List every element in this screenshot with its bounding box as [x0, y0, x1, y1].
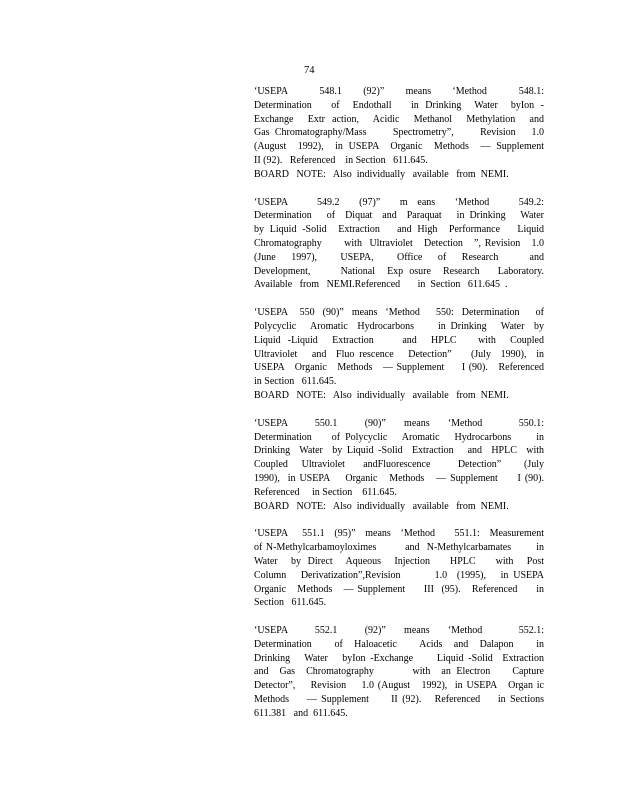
text-line: Referenced in Section 611.645. [254, 486, 397, 498]
definition-entry-usepa-549-2 [254, 196, 544, 293]
text-line: Available from NEMI.Referenced in Section 611.645 . [254, 279, 508, 291]
board-note-line: BOARD NOTE: Also individually available from NEMI. [254, 389, 509, 401]
text-line: USEPA Organic Methods — Supplement I (90). Referenced [254, 362, 544, 374]
text-line: Column Derivatization”,Revision 1.0 (1995), in USEPA [254, 569, 544, 581]
definition-entry-usepa-548-1 [254, 85, 544, 182]
text-line: II (92). Referenced in Section 611.645. [254, 154, 428, 166]
text-line: ‘USEPA 549.2 (97)” m eans ‘Method 549.2: [254, 196, 544, 208]
text-line: Detector”, Revision 1.0 (August 1992), in USEPA Organ ic [254, 680, 544, 692]
text-line: Polycyclic Aromatic Hydrocarbons in Drinking Water by [254, 320, 544, 332]
text-line: of N-Methylcarbamoyloximes and N-Methylcarbamates in [254, 542, 544, 554]
text-line: 1990), in USEPA Organic Methods — Supplement I (90). [254, 472, 544, 484]
definition-entry-usepa-551-1 [254, 527, 544, 610]
text-line: (August 1992), in USEPA Organic Methods — Supplement [254, 141, 544, 153]
text-line: ‘USEPA 550.1 (90)” means ‘Method 550.1: [254, 417, 544, 429]
definition-entry-usepa-550-1 [254, 417, 544, 514]
text-line: ‘USEPA 548.1 (92)” means ‘Method 548.1: [254, 86, 544, 97]
text-line: Development, National Exp osure Research Laboratory. [254, 265, 544, 277]
text-line: Section 611.645. [254, 597, 327, 609]
text-line: Exchange Extr action, Acidic Methanol Methylation and [254, 113, 544, 125]
board-note-line: BOARD NOTE: Also individually available from NEMI. [254, 168, 509, 180]
text-line: Determination of Endothall in Drinking Water byIon - [254, 99, 544, 111]
board-note-line: BOARD NOTE: Also individually available from NEMI. [254, 500, 509, 512]
text-line: Methods — Supplement II (92). Referenced in Sections [254, 694, 544, 706]
page-number: 74 [304, 65, 315, 76]
document-body [254, 85, 544, 735]
text-line: Chromatography with Ultraviolet Detection ”, Revision 1.0 [254, 237, 544, 249]
text-line: 611.381 and 611.645. [254, 707, 348, 719]
definition-entry-usepa-550 [254, 306, 544, 403]
text-line: ‘USEPA 551.1 (95)” means ‘Method 551.1: Measurement [254, 528, 544, 540]
text-line: in Section 611.645. [254, 376, 337, 388]
definition-entry-usepa-552-1 [254, 624, 544, 721]
text-line: ‘USEPA 552.1 (92)” means ‘Method 552.1: [254, 625, 544, 637]
text-line: Determination of Polycyclic Aromatic Hydrocarbons in [254, 431, 544, 443]
text-line: Water by Direct Aqueous Injection HPLC with Post [254, 555, 544, 567]
text-line: Organic Methods — Supplement III (95). Referenced in [254, 583, 544, 595]
text-line: Coupled Ultraviolet andFluorescence Detection” (July [254, 459, 544, 471]
text-line: and Gas Chromatography with an Electron Capture [254, 666, 544, 678]
text-line: Liquid -Liquid Extraction and HPLC with Coupled [254, 334, 544, 346]
text-line: ‘USEPA 550 (90)” means ‘Method 550: Determination of [254, 307, 544, 319]
text-line: Determination of Haloacetic Acids and Dalapon in [254, 638, 544, 650]
text-line: Gas Chromatography/Mass Spectrometry”, Revision 1.0 [254, 127, 544, 139]
text-line: by Liquid -Solid Extraction and High Performance Liquid [254, 224, 544, 236]
text-line: Drinking Water byIon -Exchange Liquid -Solid Extraction [254, 652, 544, 664]
text-line: (June 1997), USEPA, Office of Research and [254, 251, 544, 263]
text-line: Determination of Diquat and Paraquat in Drinking Water [254, 210, 544, 222]
text-line: Drinking Water by Liquid -Solid Extraction and HPLC with [254, 445, 544, 457]
text-line: Ultraviolet and Fluo rescence Detection” (July 1990), in [254, 348, 544, 360]
